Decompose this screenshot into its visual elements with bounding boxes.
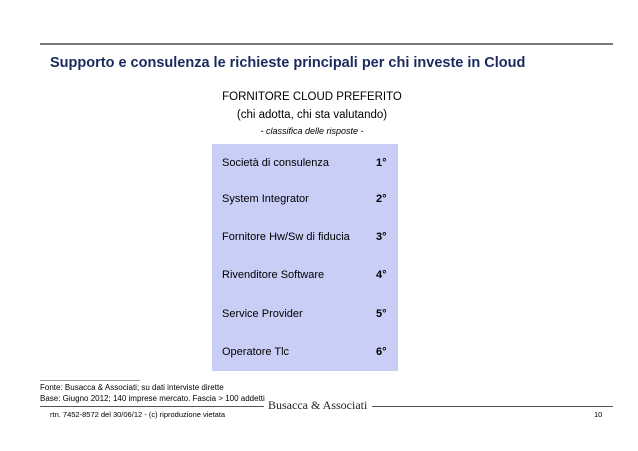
slide-title: Supporto e consulenza le richieste principali per chi investe in Cloud — [50, 55, 526, 71]
ranking-position: 5° — [376, 308, 387, 320]
ranking-label: Fornitore Hw/Sw di fiducia — [222, 231, 350, 243]
ranking-row — [212, 228, 398, 248]
base-line: Base: Giugno 2012; 140 imprese mercato. Fascia > 100 addetti — [40, 394, 265, 403]
source-line: Fonte: Busacca & Associati; su dati interviste dirette — [40, 383, 224, 392]
ranking-row — [212, 305, 398, 325]
page-number: 10 — [594, 410, 603, 419]
source-separator — [40, 380, 140, 381]
ranking-position: 2° — [376, 193, 387, 205]
ranking-table — [212, 144, 398, 371]
ranking-position: 4° — [376, 269, 387, 281]
ranking-position: 6° — [376, 346, 387, 358]
ranking-label: Rivenditore Software — [222, 269, 325, 281]
ranking-row — [212, 154, 398, 174]
copyright-note: rtn. 7452-8572 del 30/06/12 - (c) riproduzione vietata — [50, 410, 226, 419]
ranking-label: System Integrator — [222, 193, 309, 205]
ranking-label: Operatore Tlc — [222, 346, 290, 358]
ranking-row — [212, 190, 398, 210]
ranking-position: 3° — [376, 231, 387, 243]
footer-rule-left — [40, 406, 264, 407]
title-rule — [40, 43, 613, 45]
ranking-row — [212, 343, 398, 363]
brand-logo: Busacca & Associati — [268, 398, 368, 412]
ranking-label: Service Provider — [222, 308, 303, 320]
ranking-position: 1° — [376, 157, 387, 169]
table-note: - classifica delle risposte - — [260, 126, 364, 136]
table-heading: FORNITORE CLOUD PREFERITO — [222, 91, 402, 103]
ranking-row — [212, 266, 398, 286]
footer-rule-right — [372, 406, 613, 407]
ranking-label: Società di consulenza — [222, 157, 330, 169]
table-subheading: (chi adotta, chi sta valutando) — [236, 109, 388, 121]
